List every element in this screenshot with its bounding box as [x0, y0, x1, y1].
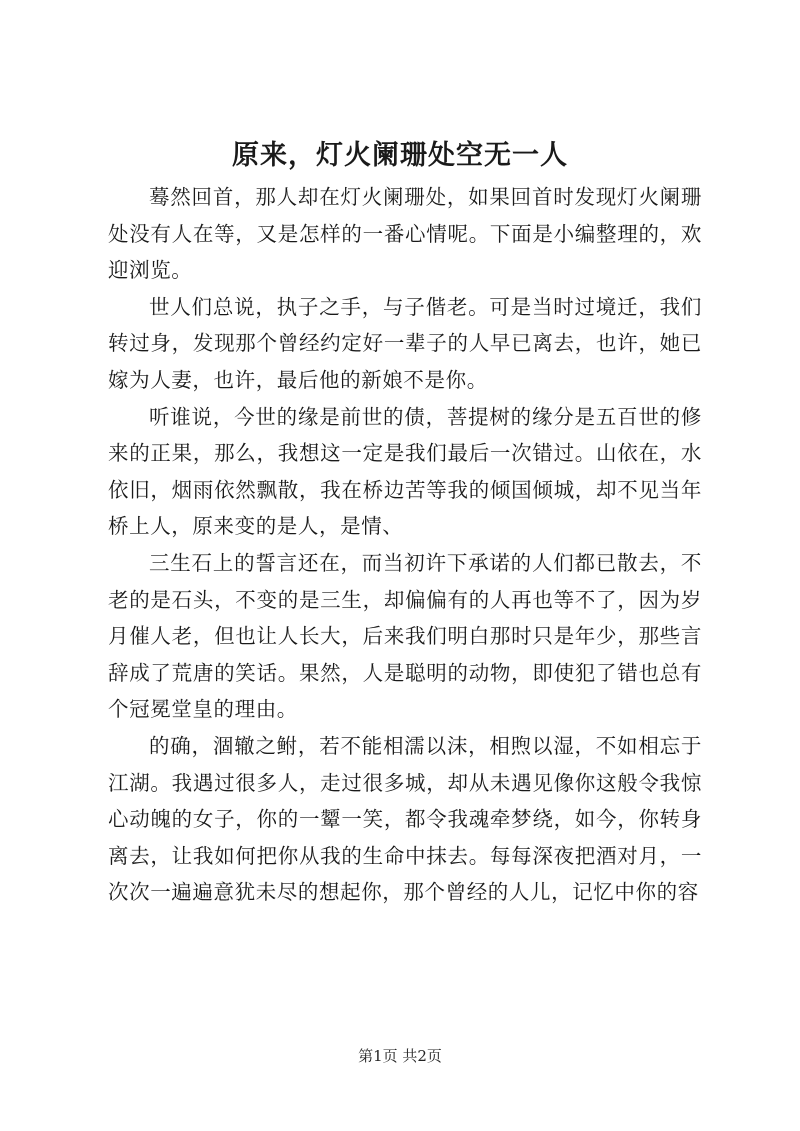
paragraph: 听谁说，今世的缘是前世的债，菩提树的缘分是五百世的修来的正果，那么，我想这一定是我们最后一次错过。山依在，水依旧，烟雨依然飘散，我在桥边苦等我的倾国倾城，却不见当年桥上人，原来变的是人，是情、	[108, 404, 702, 539]
paragraph: 蓦然回首，那人却在灯火阑珊处，如果回首时发现灯火阑珊处没有人在等，又是怎样的一番心情呢。下面是小编整理的，欢迎浏览。	[108, 185, 702, 283]
paragraph: 三生石上的誓言还在，而当初许下承诺的人们都已散去，不老的是石头，不变的是三生，却偏偏有的人再也等不了，因为岁月催人老，但也让人长大，后来我们明白那时只是年少，那些言辞成了荒唐的笑话。果然，人是聪明的动物，即使犯了错也总有个冠冕堂皇的理由。	[108, 550, 702, 722]
page-number-footer: 第1页 共2页	[358, 1047, 442, 1065]
paragraph: 世人们总说，执子之手，与子偕老。可是当时过境迁，我们转过身，发现那个曾经约定好一辈子的人早已离去，也许，她已嫁为人妻，也许，最后他的新娘不是你。	[108, 294, 702, 392]
document-title: 原来，灯火阑珊处空无一人	[232, 140, 568, 171]
paragraph: 的确，涸辙之鲋，若不能相濡以沫，相煦以湿，不如相忘于江湖。我遇过很多人，走过很多城，却从未遇见像你这般令我惊心动魄的女子，你的一颦一笑，都令我魂牵梦绕，如今，你转身离去，让我如何把你从我的生命中抹去。每每深夜把酒对月，一次次一遍遍意犹未尽的想起你，那个曾经的人儿，记忆中你的容	[108, 733, 702, 905]
document-body	[108, 179, 702, 911]
